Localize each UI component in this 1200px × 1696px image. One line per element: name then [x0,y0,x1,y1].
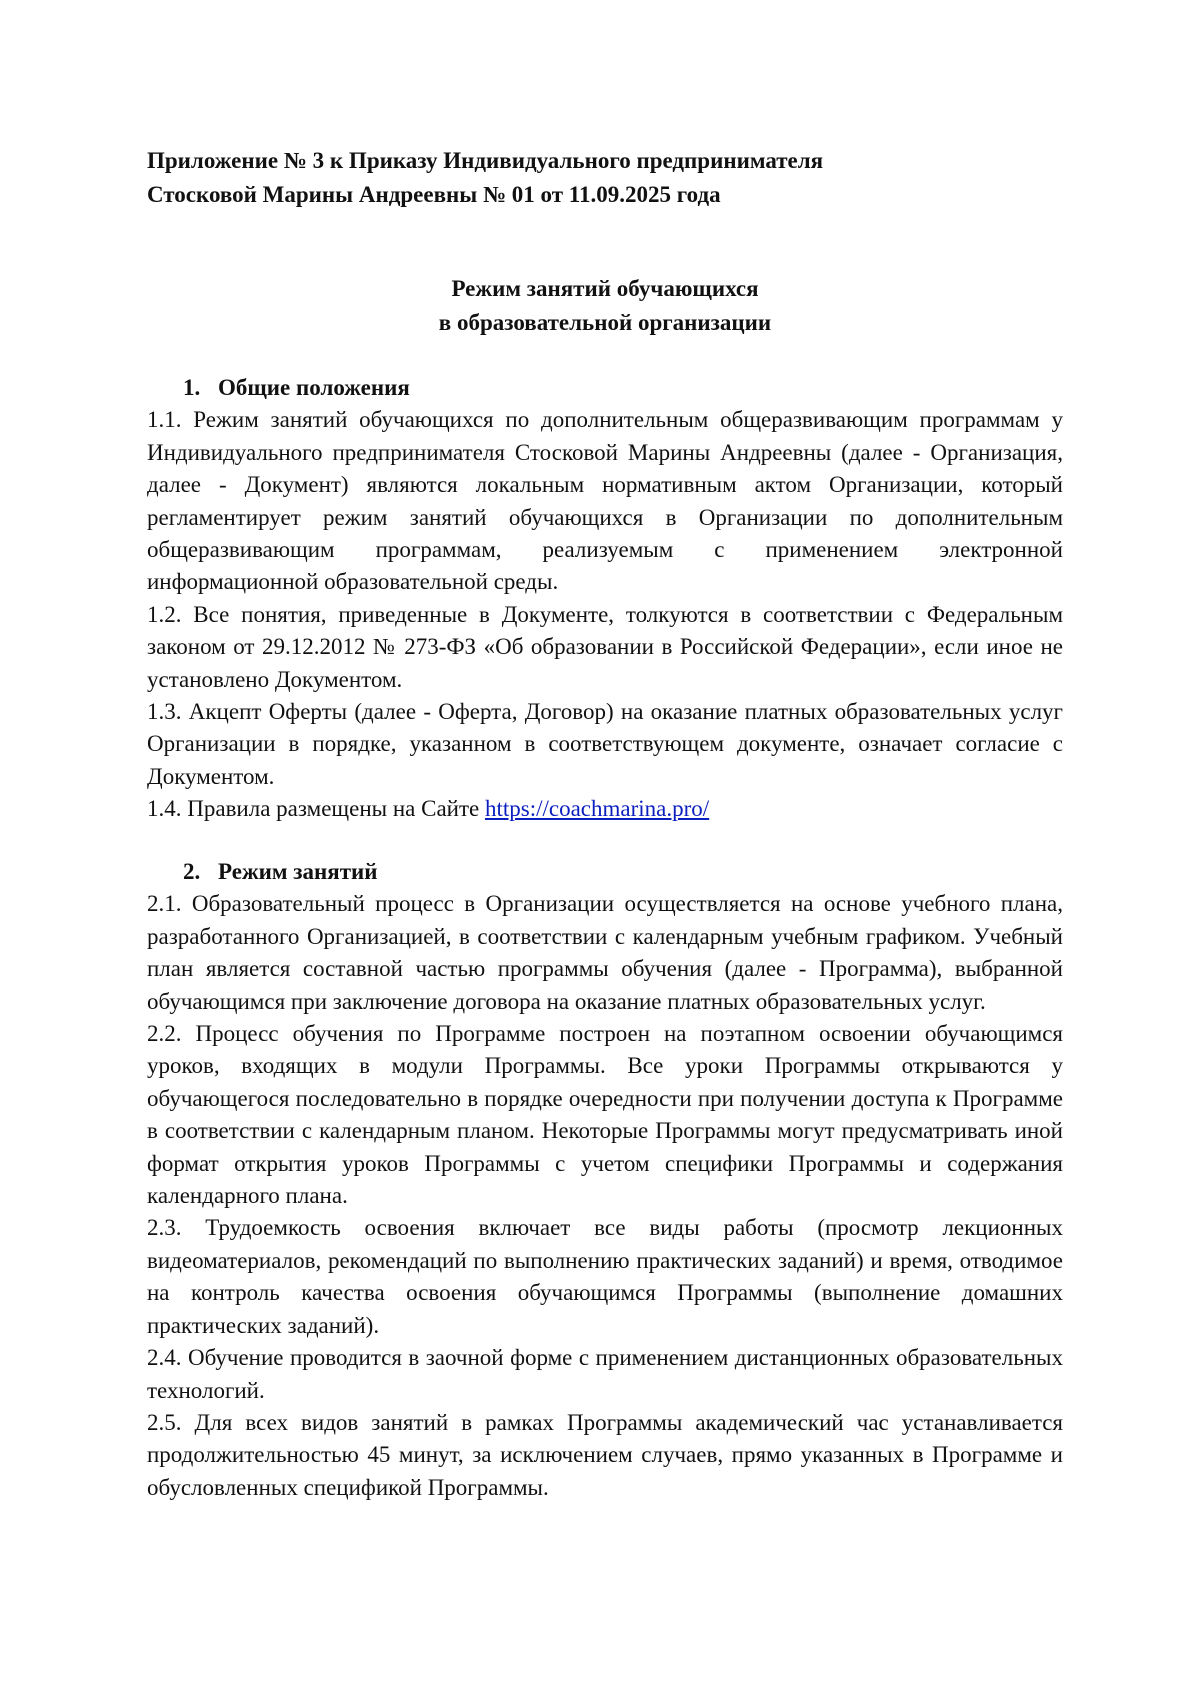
header-line-2: Стосковой Марины Андреевны № 01 от 11.09.2025 года [147,182,721,207]
header-line-1: Приложение № 3 к Приказу Индивидуального предпринимателя [147,148,824,173]
title-line-2: в образовательной организации [438,310,772,335]
paragraph-1-1: 1.1. Режим занятий обучающихся по дополнительным общеразвивающим программам у Индивидуального предпринимателя Стосковой Марины Андреевны (далее - Организация, далее - Документ) являются локальным нормативным актом Организации, который регламентирует режим занятий обучающихся в Организации по дополнительным общеразвивающим программам, реализуемым с применением электронной информационной образовательной среды. [147,407,1063,595]
paragraph-1-3: 1.3. Акцепт Оферты (далее - Оферта, Договор) на оказание платных образовательных услуг Организации в порядке, указанном в соответствующем документе, означает согласие с Документом. [147,699,1063,789]
title-line-1: Режим занятий обучающихся [451,276,759,301]
section-heading [147,856,1063,888]
document-title [147,272,1063,340]
section-title: Общие положения [218,375,410,400]
website-link[interactable]: https://coachmarina.pro/ [484,796,710,822]
paragraph-1-4 [147,793,1063,825]
paragraph-2-2: 2.2. Процесс обучения по Программе построен на поэтапном освоении обучающимся уроков, входящих в модули Программы. Все уроки Программы открываются у обучающегося последовательно в порядке очередности при получении доступа к Программе в соответствии с календарным планом. Некоторые Программы могут предусматривать иной формат открытия уроков Программы с учетом специфики Программы и содержания календарного плана. [147,1021,1063,1209]
paragraph-2-5: 2.5. Для всех видов занятий в рамках Программы академический час устанавливается продолжительностью 45 минут, за исключением случаев, прямо указанных в Программе и обусловленных спецификой Программы. [147,1409,1063,1500]
paragraph-2-4: 2.4. Обучение проводится в заочной форме с применением дистанционных образовательных технологий. [147,1345,1063,1403]
section-number: 2. [183,859,201,884]
section-number: 1. [183,375,201,400]
section-heading [147,372,1063,404]
paragraph-2-1: 2.1. Образовательный процесс в Организации осуществляется на основе учебного плана, разработанного Организацией, в соответствии с календарным учебным графиком. Учебный план является составной частью программы обучения (далее - Программа), выбранной обучающимся при заключение договора на оказание платных образовательных услуг. [147,891,1063,1014]
section-general-provisions [147,372,1063,826]
section-title: Режим занятий [218,859,378,884]
document-header [147,144,1063,212]
paragraph-1-2: 1.2. Все понятия, приведенные в Документе, толкуются в соответствии с Федеральным законом от 29.12.2012 № 273-ФЗ «Об образовании в Российской Федерации», если иное не установлено Документом. [147,601,1063,692]
rules-text: 1.4. Правила размещены на Сайте [147,796,485,822]
section-study-mode [147,856,1063,1504]
paragraph-2-3: 2.3. Трудоемкость освоения включает все виды работы (просмотр лекционных видеоматериалов, рекомендаций по выполнению практических заданий) и время, отводимое на контроль качества освоения обучающимся Программы (выполнение домашних практических заданий). [147,1215,1063,1338]
